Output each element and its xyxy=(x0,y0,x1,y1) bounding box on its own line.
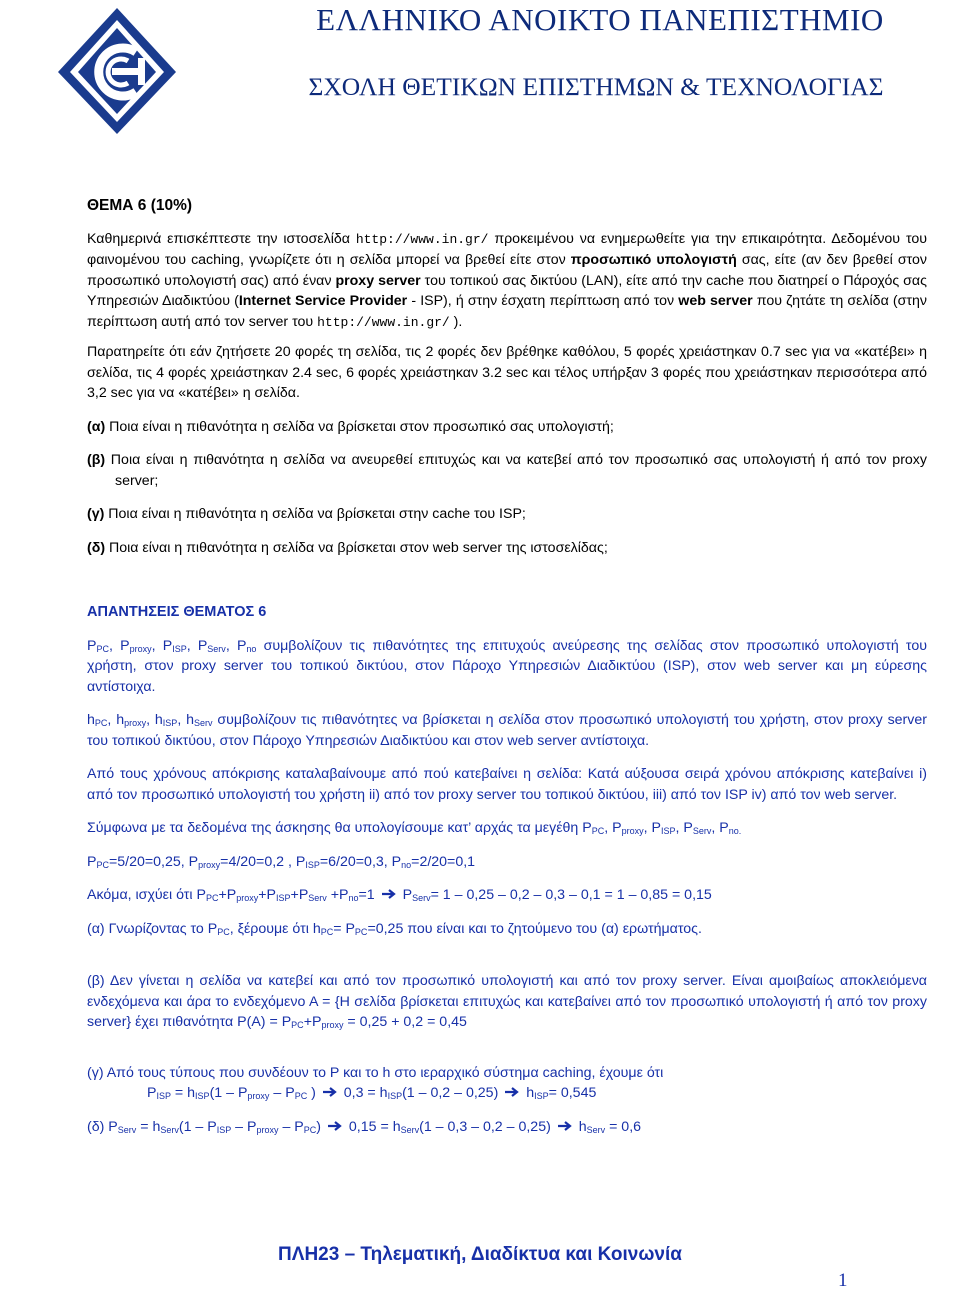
arrow-right-icon xyxy=(322,1087,338,1097)
answer-paragraph-2: $h_{PC}$, $h_{proxy}$, $h_{ISP}$, $h_{Serv}$ συμβολίζουν τις πιθανότητες να βρίσκεται η σελίδα στον προσωπικό υπολογιστή του χρήστη, στον proxy server του τοπικού δικτύου, στον Πάροχο Υπηρεσιών Διαδικτύου και στον web server αντίστοιχα. xyxy=(87,712,927,749)
url-link: http://www.in.gr/ xyxy=(317,314,450,330)
answer-d: (δ) $P_{Serv} = h_{Serv}(1 - P_{ISP} - P_{proxy} - P_{PC}) 0,15 = h_{Serv}(1 - 0,3 - 0,2 - 0,25) h_{Serv} = 0,6$ xyxy=(87,1118,642,1135)
answer-b: (β) Δεν γίνεται η σελίδα να κατεβεί και από τον προσωπικό υπολογιστή και από τον proxy server. Είναι αμοιβαίως αποκλειόμενα ενδεχόμενα και άρα το ενδεχόμενο Α = {Η σελίδα βρίσκεται επιτυχώς και κατεβαίνει από τον προσωπικό υπολογιστή ή από τον proxy server} έχει πιθανότητα $P(A) = P_{PC}+P_{proxy} = 0,25 + 0,2 = 0,45$ xyxy=(87,973,927,1030)
university-logo xyxy=(54,6,180,136)
answers-body xyxy=(87,636,927,1138)
answer-values: $P_{PC}=5/20=0,25$, $P_{proxy}=4/20=0,2$ , $P_{ISP}=6/20=0,3$, $P_{no}=2/20=0,1$ xyxy=(87,853,476,870)
question-d: (δ) Ποια είναι η πιθανότητα η σελίδα να βρίσκεται στον web server της ιστοσελίδας; xyxy=(87,539,608,556)
answer-sum: Ακόμα, ισχύει ότι $P_{PC}+P_{proxy}+P_{ISP}+P_{Serv} +P_{no}=1$ $P_{Serv}= 1 - 0,25 - 0,2 - 0,3 - 0,1 = 1 - 0,85 = 0,15$ xyxy=(87,887,712,903)
answer-paragraph-4: Σύμφωνα με τα δεδομένα της άσκησης θα υπολογίσουμε κατ’ αρχάς τα μεγέθη $P_{PC}$, $P_{proxy}$, $P_{ISP}$, $P_{Serv}$, $P_{no.}$ xyxy=(87,820,742,836)
footer-course-title: ΠΛΗ23 – Τηλεματική, Διαδίκτυα και Κοινωνία xyxy=(278,1244,682,1265)
university-name: ΕΛΛΗΝΙΚΟ ΑΝΟΙΚΤΟ ΠΑΝΕΠΙΣΤΗΜΙΟ xyxy=(316,2,884,37)
document-body xyxy=(87,196,927,1137)
arrow-right-icon xyxy=(381,889,397,899)
answers-title: ΑΠΑΝΤΗΣΕΙΣ ΘΕΜΑΤΟΣ 6 xyxy=(87,604,267,620)
answer-c: $P_{ISP} = h_{ISP}(1 - P_{proxy} - P_{PC}$ ) $0,3 = h_{ISP}(1 - 0,2 - 0,25)$ $h_{ISP}= 0,545$ xyxy=(147,1085,597,1101)
answer-a: (α) Γνωρίζοντας το $P_{PC}$, ξέρουμε ότι $h_{PC}= P_{PC}=0,25$ που είναι και το ζητούμενο του (α) ερωτήματος. xyxy=(87,920,702,937)
problem-intro: Καθημερινά επισκέπτεστε την ιστοσελίδα http://www.in.gr/ προκειμένου να ενημερωθείτε για την επικαιρότητα. Δεδομένου του φαινομένου του caching, γνωρίζετε ότι η σελίδα μπορεί να βρεθεί είτε στον προσωπικό υπολογιστή σας, είτε (αν δεν βρεθεί στον προσωπικό υπολογιστή σας) από έναν proxy server του τοπικού σας δικτύου (LAN), είτε από την cache που διατηρεί ο Πάροχός σας Υπηρεσιών Διαδικτύου (Internet Service Provider - ISP), ή στην έσχατη περίπτωση από τον web server που ζητάτε τη σελίδα (στην περίπτωση αυτή από τον server του http://www.in.gr/ ). xyxy=(87,230,927,330)
arrow-right-icon xyxy=(557,1121,573,1131)
answer-paragraph-3: Από τους χρόνους απόκρισης καταλαβαίνουμε από πού κατεβαίνει η σελίδα: Κατά αύξουσα σειρά χρόνου απόκρισης κατεβαίνει i) από τον προσωπικό υπολογιστή του χρήστη ii) από τον proxy server του τοπικού δικτύου, iii) από τον ISP iv) από τον web server. xyxy=(87,766,927,803)
problem-title: ΘΕΜΑ 6 (10%) xyxy=(87,197,193,214)
question-c: (γ) Ποια είναι η πιθανότητα η σελίδα να βρίσκεται στην cache του ISP; xyxy=(87,506,526,522)
school-name: ΣΧΟΛΗ ΘΕΤΙΚΩΝ ΕΠΙΣΤΗΜΩΝ & ΤΕΧΝΟΛΟΓΙΑΣ xyxy=(308,72,884,101)
page-number: 1 xyxy=(838,1270,848,1291)
url-link: http://www.in.gr/ xyxy=(355,231,489,247)
problem-observation: Παρατηρείτε ότι εάν ζητήσετε 20 φορές τη σελίδα, τις 2 φορές δεν βρέθηκε καθόλου, 5 φορές χρειάστηκαν 0.7 sec για να «κατέβει» η σελίδα, τις 4 φορές χρειάστηκαν 2.4 sec, 6 φορές χρειάστηκαν 3.2 sec και τέλος υπήρξαν 3 φορές που χρειάστηκαν περισσότερα από 3,2 sec για να «κατέβει» η σελίδα. xyxy=(87,344,927,401)
question-b: (β) Ποια είναι η πιθανότητα η σελίδα να ανευρεθεί επιτυχώς και να κατεβεί από τον προσωπικό σας υπολογιστή ή από τον proxy server; xyxy=(87,452,927,489)
arrow-right-icon xyxy=(504,1087,520,1097)
arrow-right-icon xyxy=(327,1121,343,1131)
question-a: (α) Ποια είναι η πιθανότητα η σελίδα να βρίσκεται στον προσωπικό σας υπολογιστή; xyxy=(87,418,614,435)
answer-paragraph-1: $P_{PC}$, $P_{proxy}$, $P_{ISP}$, $P_{Serv}$, $P_{no}$ συμβολίζουν τις πιθανότητες της επιτυχούς ανεύρεσης της σελίδας στον προσωπικό υπολογιστή του χρήστη, στον proxy server του τοπικού δικτύου, στον Πάροχο Υπηρεσιών Διαδικτύου (ISP), στον web server και μη εύρεσης αντίστοιχα. xyxy=(87,637,927,695)
answer-c-intro: (γ) Από τους τύπους που συνδέουν το P και το h στο ιεραρχικό σύστημα caching, έχουμε ότι xyxy=(87,1064,664,1081)
